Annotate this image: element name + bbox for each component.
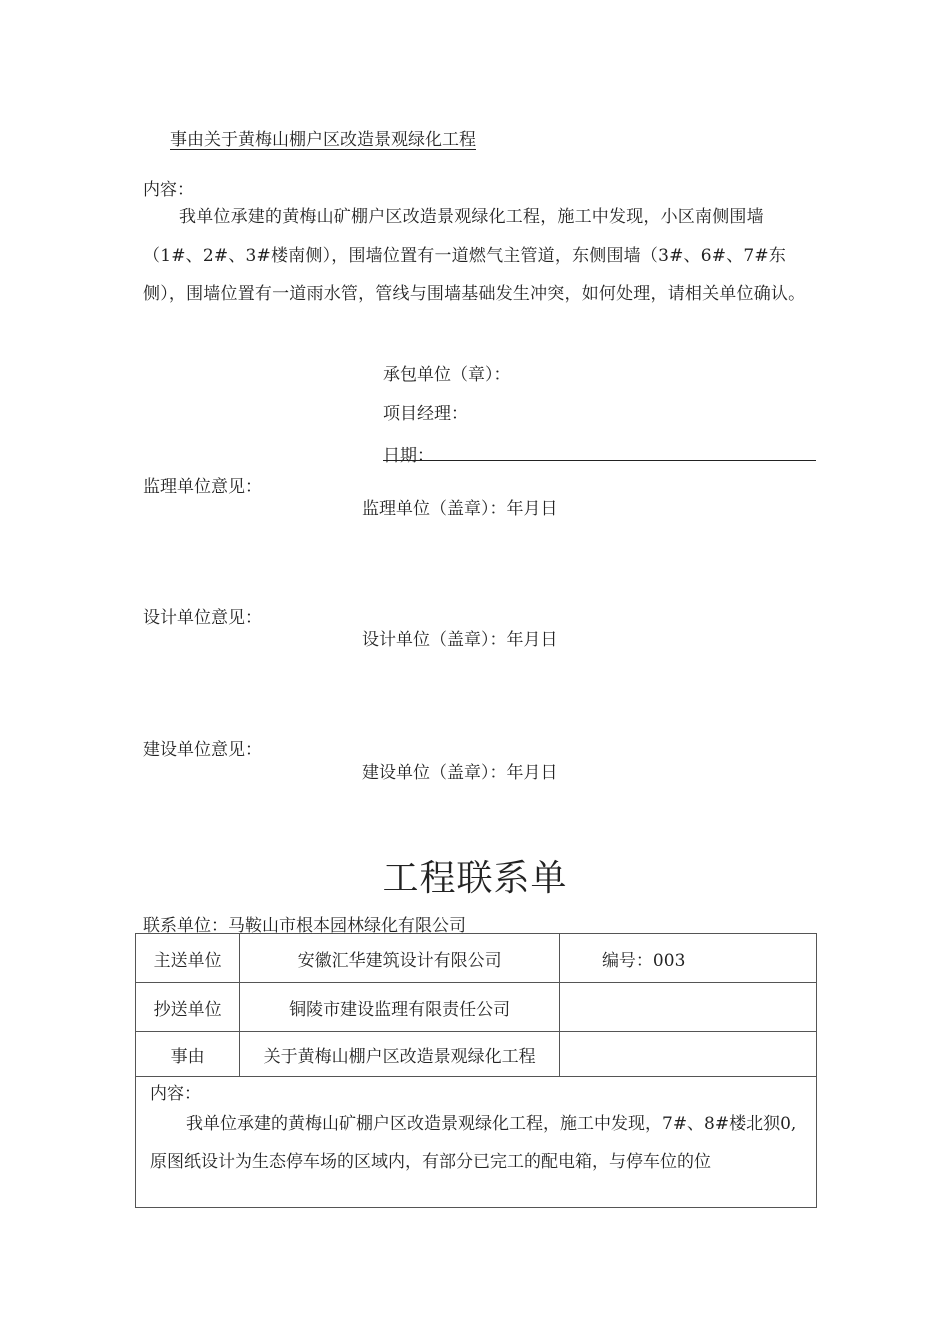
row-value: 关于黄梅山棚户区改造景观绿化工程 xyxy=(240,1032,560,1077)
supervisor-seal-label: 监理单位（盖章）：年月日 xyxy=(362,499,558,519)
project-manager-label: 项目经理： xyxy=(383,404,468,424)
content-row xyxy=(136,1077,817,1208)
content-cell xyxy=(136,1077,817,1208)
subject-line: 事由关于黄梅山棚户区改造景观绿化工程 xyxy=(170,130,476,150)
empty-cell xyxy=(559,983,816,1032)
row-value: 安徽汇华建筑设计有限公司 xyxy=(240,934,560,983)
empty-cell xyxy=(559,1032,816,1077)
date-label: 日期： xyxy=(383,446,434,466)
table-row xyxy=(136,983,817,1032)
row-label: 抄送单位 xyxy=(136,983,240,1032)
contact-unit: 联系单位：马鞍山市根本园林绿化有限公司 xyxy=(143,916,466,936)
contractor-seal-label: 承包单位（章）： xyxy=(383,365,511,385)
content-label: 内容： xyxy=(143,180,194,200)
content-paragraph: 我单位承建的黄梅山矿棚户区改造景观绿化工程，施工中发现，小区南侧围墙（1#、2#、3#楼南侧），围墙位置有一道燃气主管道，东侧围墙（3#、6#、7#东侧），围墙位置有一道雨水管，管线与围墙基础发生冲突，如何处理，请相关单位确认。 xyxy=(143,207,806,304)
row-label: 事由 xyxy=(136,1032,240,1077)
contact-form-table xyxy=(135,933,817,1208)
date-underline xyxy=(383,460,816,461)
row-value: 铜陵市建设监理有限责任公司 xyxy=(240,983,560,1032)
table-row xyxy=(136,934,817,983)
design-opinion-label: 设计单位意见： xyxy=(143,608,262,628)
form-content-label: 内容： xyxy=(150,1084,201,1104)
serial-number-cell: 编号：003 xyxy=(559,934,816,983)
builder-opinion-label: 建设单位意见： xyxy=(143,740,262,760)
table-row xyxy=(136,1032,817,1077)
supervisor-opinion-label: 监理单位意见： xyxy=(143,477,262,497)
design-seal-label: 设计单位（盖章）：年月日 xyxy=(362,630,558,650)
builder-seal-label: 建设单位（盖章）：年月日 xyxy=(362,763,558,783)
form-content-text: 我单位承建的黄梅山矿棚户区改造景观绿化工程，施工中发现，7#、8#楼北狈0,原图纸设计为生态停车场的区域内，有部分已完工的配电箱，与停车位的位 xyxy=(150,1114,797,1172)
row-label: 主送单位 xyxy=(136,934,240,983)
document-title: 工程联系单 xyxy=(382,858,568,899)
